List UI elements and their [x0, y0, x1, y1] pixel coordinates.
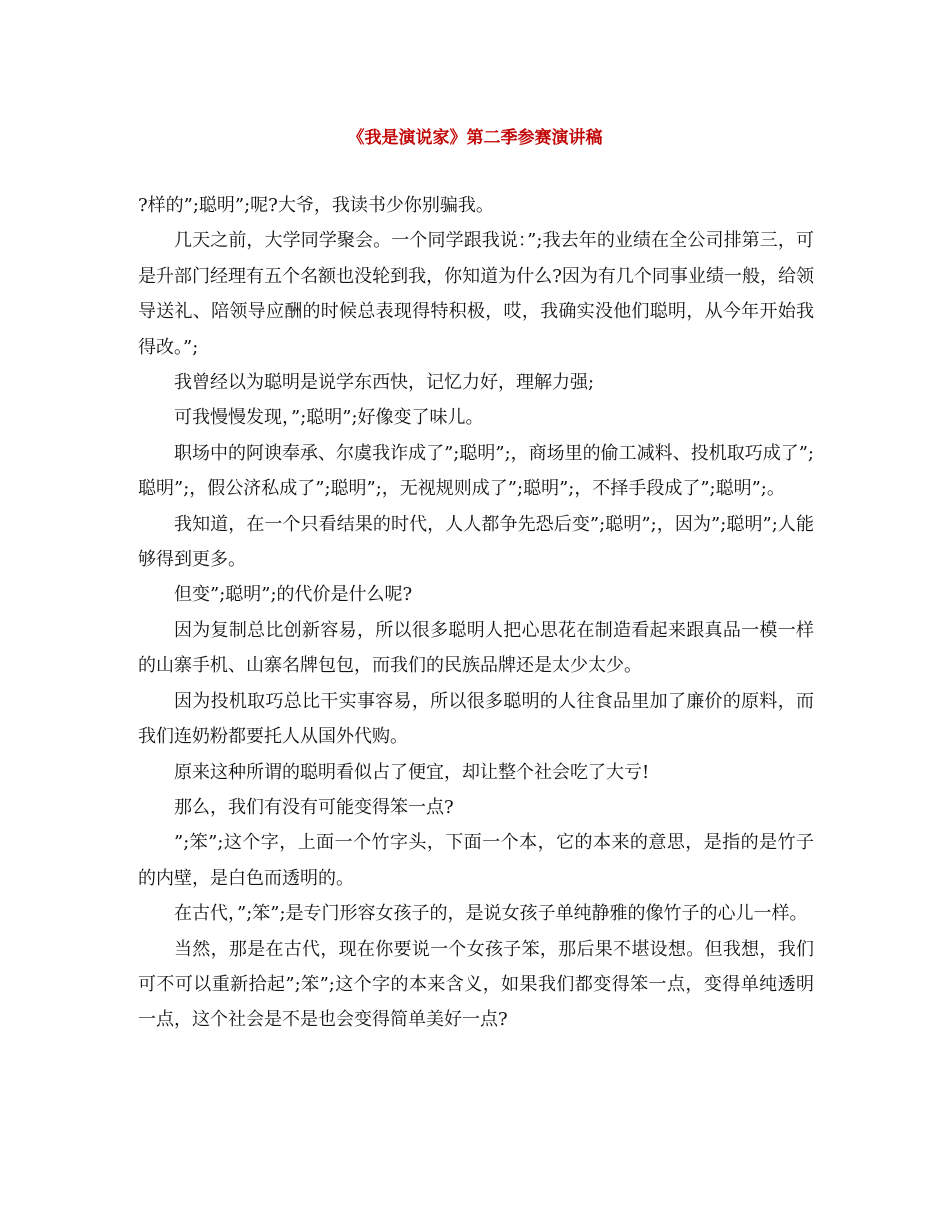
paragraph: 我曾经以为聪明是说学东西快，记忆力好，理解力强; [174, 372, 595, 394]
paragraph: 因为复制总比创新容易，所以很多聪明人把心思花在制造看起来跟真品一模一样的山寨手机、山寨名牌包包，而我们的民族品牌还是太少太少。 [138, 619, 814, 677]
paragraph: 职场中的阿谀奉承、尔虞我诈成了”;聪明”;，商场里的偷工减料、投机取巧成了”;聪明”;，假公济私成了”;聪明”;，无视规则成了”;聪明”;，不择手段成了”;聪明”;。 [138, 442, 814, 500]
paragraph: 我知道，在一个只看结果的时代，人人都争先恐后变”;聪明”;，因为”;聪明”;人能够得到更多。 [138, 513, 814, 571]
paragraph: 几天之前，大学同学聚会。一个同学跟我说：”;我去年的业绩在全公司排第三，可是升部门经理有五个名额也没轮到我，你知道为什么?因为有几个同事业绩一般，给领导送礼、陪领导应酬的时候总表现得特积极，哎，我确实没他们聪明，从今年开始我得改。”; [138, 230, 814, 358]
paragraph: ?样的”;聪明”;呢?大爷，我读书少你别骗我。 [138, 195, 494, 216]
paragraph: 那么，我们有没有可能变得笨一点? [174, 796, 454, 818]
paragraph: 但变”;聪明”;的代价是什么呢? [174, 584, 413, 606]
paragraph: ”;笨”;这个字，上面一个竹字头，下面一个本，它的本来的意思，是指的是竹子的内壁，是白色而透明的。 [138, 832, 814, 889]
document-body [138, 188, 814, 1038]
paragraph: 原来这种所谓的聪明看似占了便宜，却让整个社会吃了大亏! [174, 761, 650, 783]
paragraph: 因为投机取巧总比干实事容易，所以很多聪明的人往食品里加了廉价的原料，而我们连奶粉都要托人从国外代购。 [138, 690, 814, 748]
paragraph: 当然，那是在古代，现在你要说一个女孩子笨，那后果不堪设想。但我想，我们可不可以重新拾起”;笨”;这个字的本来含义，如果我们都变得笨一点，变得单纯透明一点，这个社会是不是也会变得简单美好一点? [138, 938, 814, 1031]
paragraph: 在古代，”;笨”;是专门形容女孩子的，是说女孩子单纯静雅的像竹子的心儿一样。 [174, 903, 808, 925]
paragraph: 可我慢慢发现，”;聪明”;好像变了味儿。 [174, 407, 484, 429]
document-title: 《我是演说家》第二季参赛演讲稿 [347, 128, 603, 148]
